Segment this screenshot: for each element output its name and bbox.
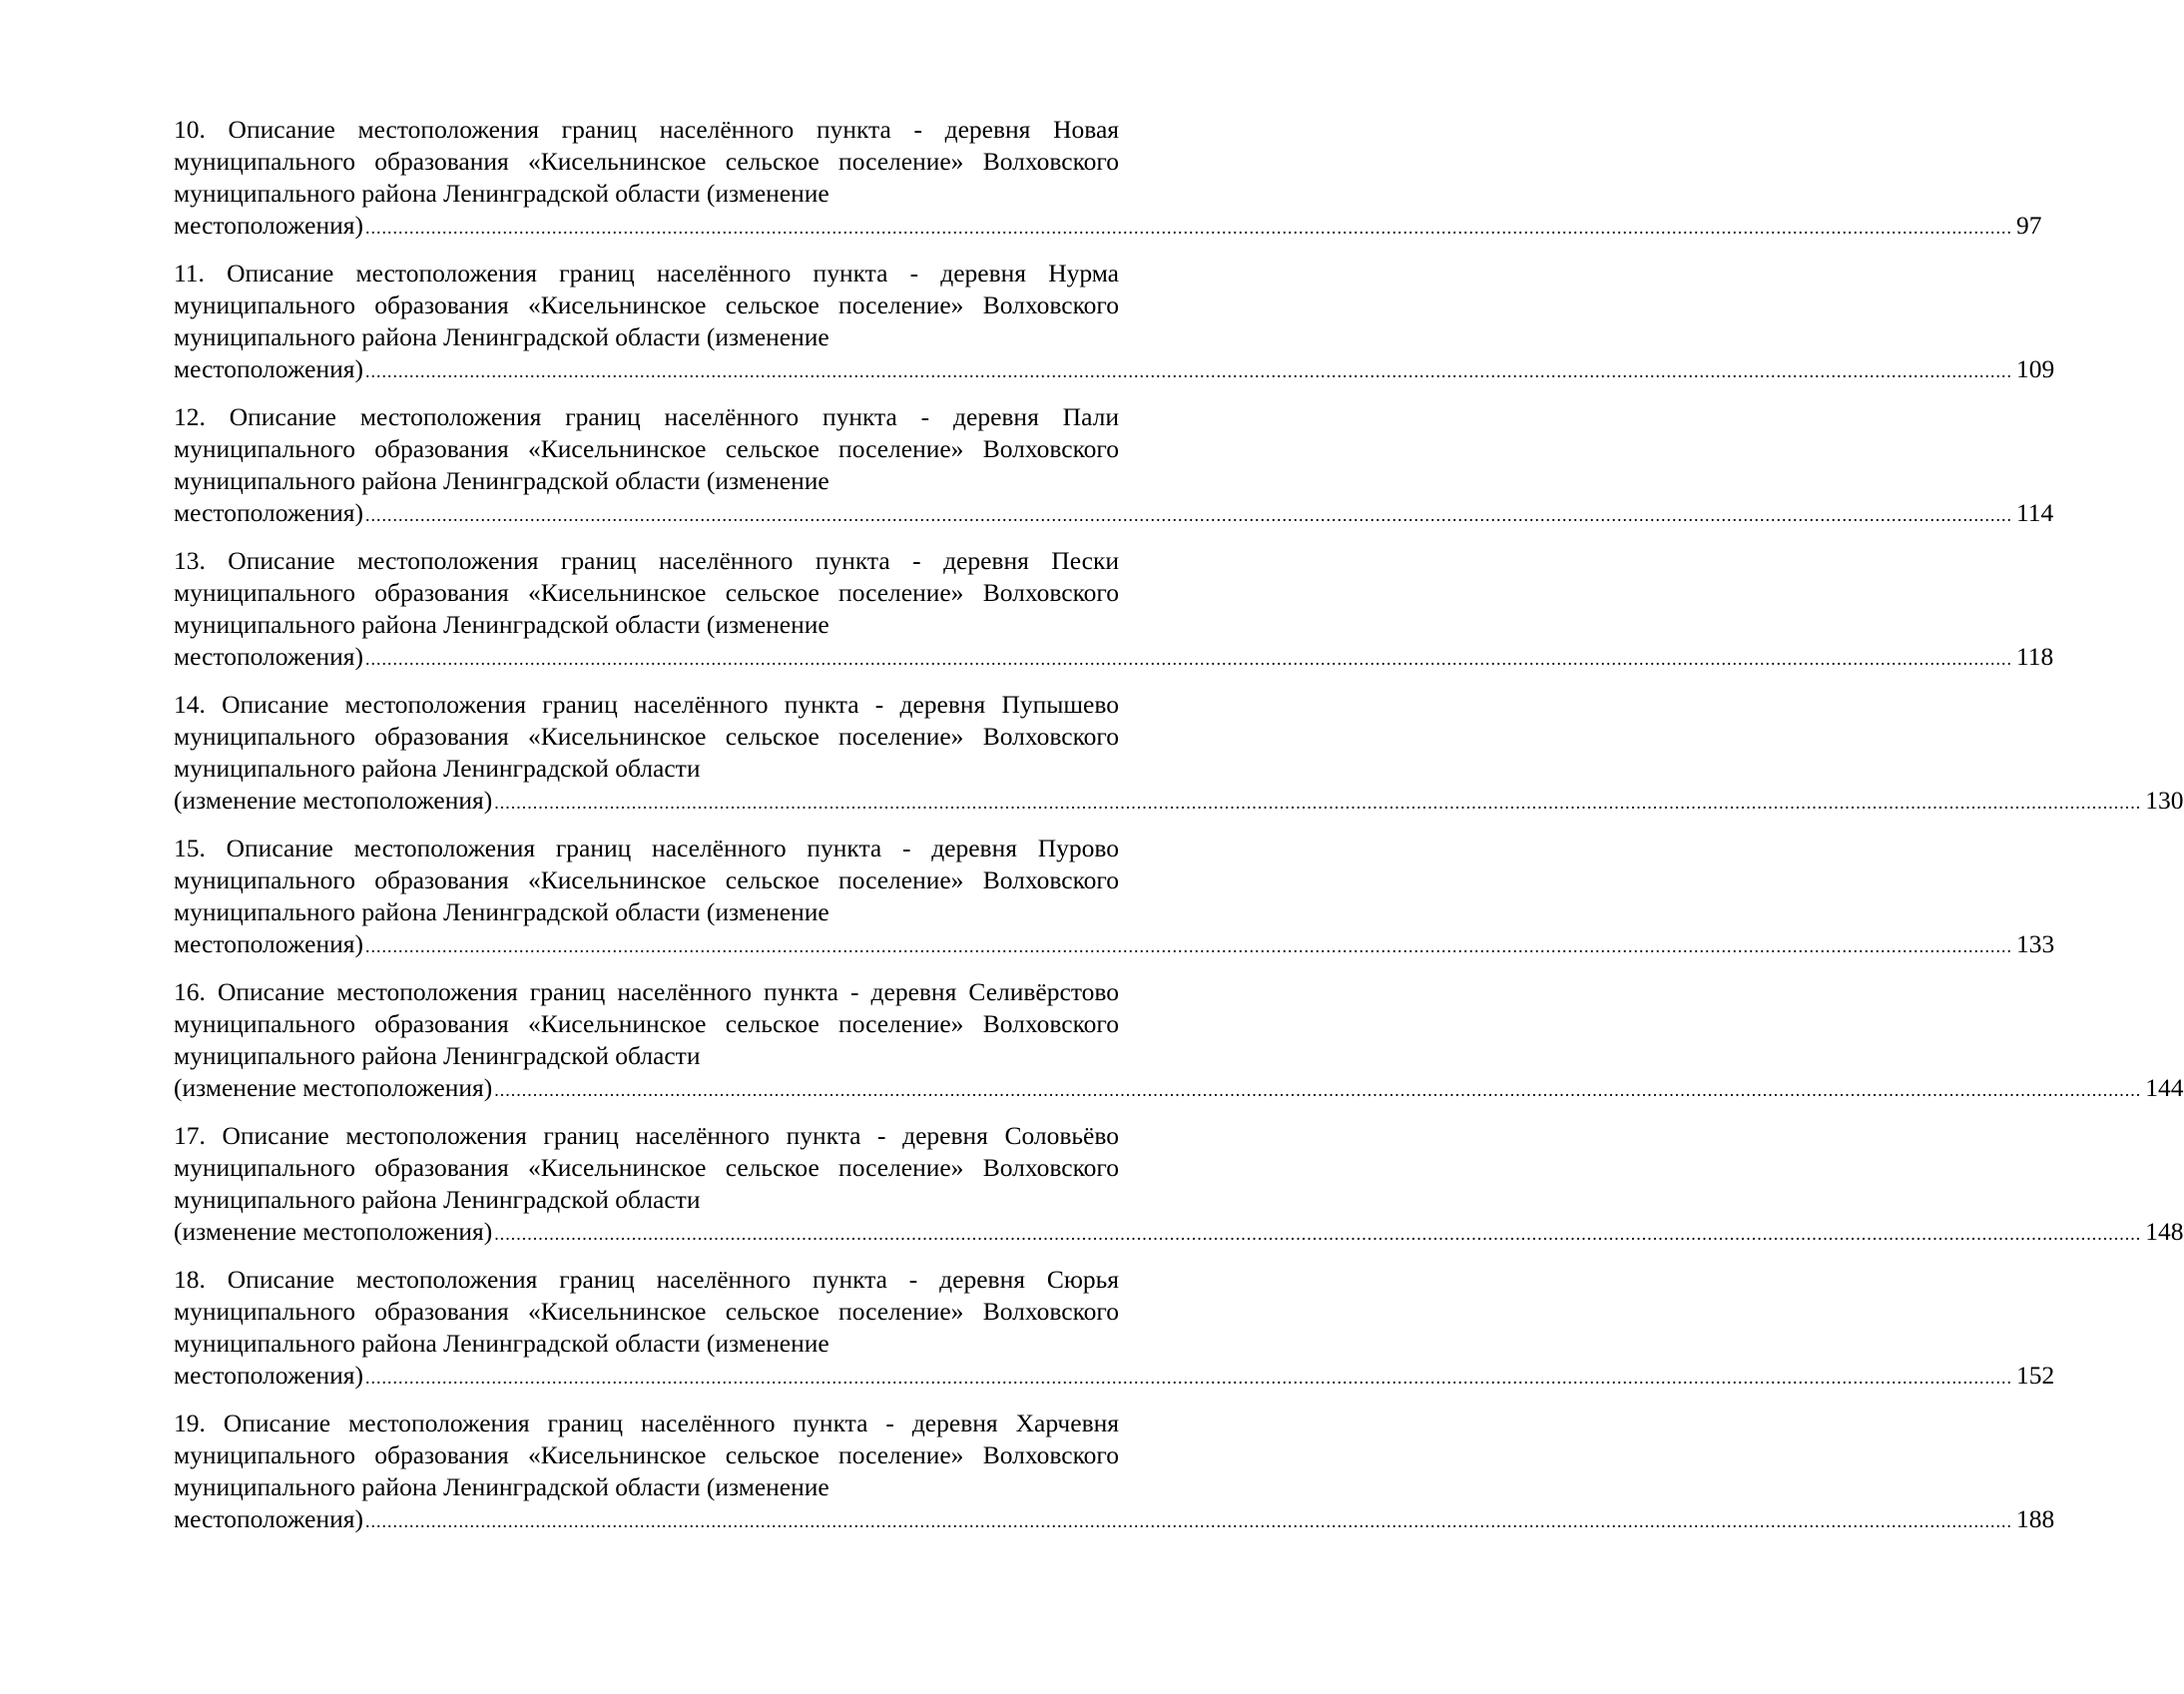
toc-page-number: 118 xyxy=(2015,642,2054,671)
toc-entry-last-line xyxy=(174,641,2054,675)
dot-leader: ............................................................................................................................................................................................................................................................................................................ xyxy=(364,1511,2012,1531)
toc-page-number: 109 xyxy=(2015,354,2055,383)
toc-entry-last-line xyxy=(174,1360,2055,1394)
dot-leader: ............................................................................................................................................................................................................................................................................................................ xyxy=(364,361,2012,381)
toc-entry-text: 10. Описание местоположения границ населённого пункта - деревня Новая муниципального образования «Кисельнинское сельское поселение» Волховского муниципального района Ленинградской области (изменение xyxy=(174,115,1119,208)
toc-entry[interactable] xyxy=(174,545,2054,675)
toc-entry[interactable] xyxy=(174,976,2184,1106)
toc-entry-text-end: местоположения) xyxy=(174,1361,363,1390)
toc-entry-text-end: местоположения) xyxy=(174,498,363,527)
toc-entry[interactable] xyxy=(174,1408,2055,1537)
toc-entry-text: 12. Описание местоположения границ населённого пункта - деревня Пали муниципального образования «Кисельнинское сельское поселение» Волховского муниципального района Ленинградской области (изменение xyxy=(174,402,1119,495)
table-of-contents xyxy=(174,114,2184,1551)
toc-entry-last-line xyxy=(174,785,2184,819)
toc-entry-text-end: (изменение местоположения) xyxy=(174,1217,493,1246)
toc-entry[interactable] xyxy=(174,689,2184,819)
toc-entry-text-end: местоположения) xyxy=(174,354,363,383)
toc-entry-last-line xyxy=(174,1503,2055,1537)
toc-entry-last-line xyxy=(174,1216,2184,1250)
dot-leader: ............................................................................................................................................................................................................................................................................................................ xyxy=(364,505,2012,525)
toc-entry-text-end: местоположения) xyxy=(174,211,363,240)
toc-entry-text: 17. Описание местоположения границ населённого пункта - деревня Соловьёво муниципального образования «Кисельнинское сельское поселение» Волховского муниципального района Ленинградской области xyxy=(174,1121,1119,1214)
toc-entry[interactable] xyxy=(174,401,2054,531)
toc-entry-last-line xyxy=(174,1072,2184,1106)
toc-page-number: 188 xyxy=(2015,1504,2055,1533)
dot-leader: ............................................................................................................................................................................................................................................................................................................ xyxy=(494,1224,2142,1244)
toc-entry-last-line xyxy=(174,210,2042,244)
toc-entry-text: 19. Описание местоположения границ населённого пункта - деревня Харчевня муниципального образования «Кисельнинское сельское поселение» Волховского муниципального района Ленинградской области (изменение xyxy=(174,1409,1119,1501)
toc-entry[interactable] xyxy=(174,114,2042,244)
toc-entry[interactable] xyxy=(174,1120,2184,1250)
dot-leader: ............................................................................................................................................................................................................................................................................................................ xyxy=(494,1080,2142,1100)
toc-entry-text: 18. Описание местоположения границ населённого пункта - деревня Сюрья муниципального образования «Кисельнинское сельское поселение» Волховского муниципального района Ленинградской области (изменение xyxy=(174,1265,1119,1358)
toc-page-number: 133 xyxy=(2015,929,2055,958)
toc-page-number: 148 xyxy=(2145,1217,2184,1246)
toc-entry[interactable] xyxy=(174,258,2055,387)
toc-entry-last-line xyxy=(174,928,2055,962)
toc-entry-text-end: местоположения) xyxy=(174,642,363,671)
toc-entry-last-line xyxy=(174,497,2054,531)
toc-entry-text: 16. Описание местоположения границ населённого пункта - деревня Селивёрстово муниципального образования «Кисельнинское сельское поселение» Волховского муниципального района Ленинградской области xyxy=(174,977,1119,1070)
toc-entry-text-end: (изменение местоположения) xyxy=(174,1073,493,1102)
toc-page-number: 152 xyxy=(2015,1361,2055,1390)
toc-page-number: 130 xyxy=(2145,786,2184,815)
dot-leader: ............................................................................................................................................................................................................................................................................................................ xyxy=(364,218,2012,238)
toc-page-number: 144 xyxy=(2145,1073,2184,1102)
dot-leader: ............................................................................................................................................................................................................................................................................................................ xyxy=(364,1368,2012,1388)
toc-entry-text-end: местоположения) xyxy=(174,929,363,958)
toc-entry-last-line xyxy=(174,353,2055,387)
dot-leader: ............................................................................................................................................................................................................................................................................................................ xyxy=(364,936,2012,956)
toc-page-number: 114 xyxy=(2015,498,2054,527)
toc-entry-text: 15. Описание местоположения границ населённого пункта - деревня Пурово муниципального образования «Кисельнинское сельское поселение» Волховского муниципального района Ленинградской области (изменение xyxy=(174,834,1119,926)
toc-entry[interactable] xyxy=(174,833,2055,962)
toc-page-number: 97 xyxy=(2015,211,2042,240)
toc-entry-text: 13. Описание местоположения границ населённого пункта - деревня Пески муниципального образования «Кисельнинское сельское поселение» Волховского муниципального района Ленинградской области (изменение xyxy=(174,546,1119,639)
dot-leader: ............................................................................................................................................................................................................................................................................................................ xyxy=(494,793,2142,813)
toc-entry-text-end: местоположения) xyxy=(174,1504,363,1533)
toc-entry-text-end: (изменение местоположения) xyxy=(174,786,493,815)
toc-entry-text: 11. Описание местоположения границ населённого пункта - деревня Нурма муниципального образования «Кисельнинское сельское поселение» Волховского муниципального района Ленинградской области (изменение xyxy=(174,259,1119,351)
dot-leader: ............................................................................................................................................................................................................................................................................................................ xyxy=(364,649,2012,669)
toc-entry-text: 14. Описание местоположения границ населённого пункта - деревня Пупышево муниципального образования «Кисельнинское сельское поселение» Волховского муниципального района Ленинградской области xyxy=(174,690,1119,783)
toc-entry[interactable] xyxy=(174,1264,2055,1394)
